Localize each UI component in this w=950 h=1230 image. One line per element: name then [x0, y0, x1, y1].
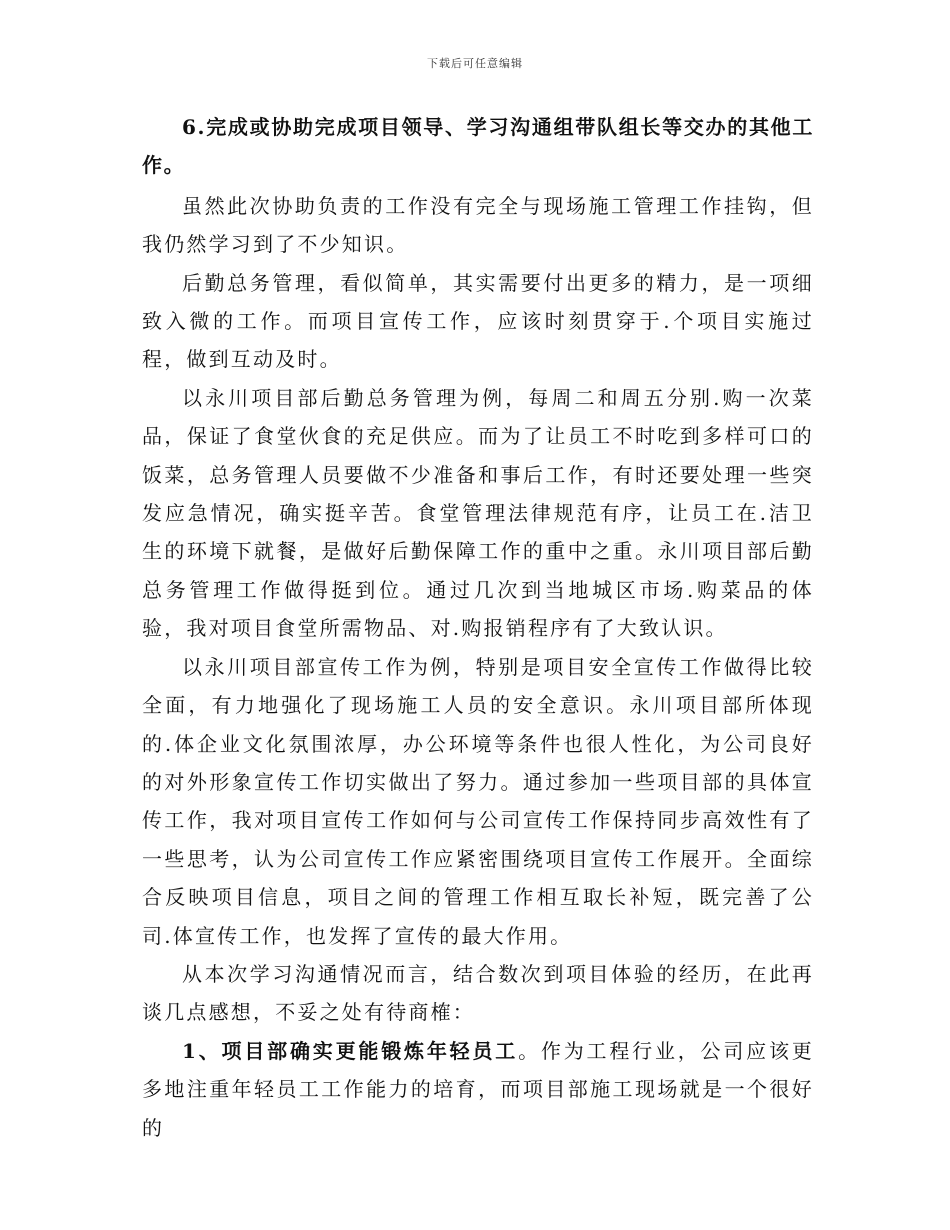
- section-heading: 6.完成或协助完成项目领导、学习沟通组带队组长等交办的其他工作。: [142, 115, 814, 178]
- paragraph-6-text: 。作为工程行业，公司应该更多地注重年轻员工工作能力的培育，而项目部施工现场就是一个很好的: [142, 1038, 814, 1140]
- paragraph-3: 以永川项目部后勤总务管理为例，每周二和周五分别.购一次菜品，保证了食堂伙食的充足供应。而为了让员工不时吃到多样可口的饭菜，总务管理人员要做不少准备和事后工作，有时还要处理一些突发应急情况，确实挺辛苦。食堂管理法律规范有序，让员工在.洁卫生的环境下就餐，是做好后勤保障工作的重中之重。永川项目部后勤总务管理工作做得挺到位。通过几次到当地城区市场.购菜品的体验，我对项目食堂所需物品、对.购报销程序有了大致认识。: [142, 385, 814, 641]
- paragraph-5: 从本次学习沟通情况而言，结合数次到项目体验的经历，在此再谈几点感想，不妥之处有待商榷：: [142, 961, 814, 1025]
- paragraph-4: 以永川项目部宣传工作为例，特别是项目安全宣传工作做得比较全面，有力地强化了现场施工人员的安全意识。永川项目部所体现的.体企业文化氛围浓厚，办公环境等条件也很人性化，为公司良好的对外形象宣传工作切实做出了努力。通过参加一些项目部的具体宣传工作，我对项目宣传工作如何与公司宣传工作保持同步高效性有了一些思考，认为公司宣传工作应紧密围绕项目宣传工作展开。全面综合反映项目信息，项目之间的管理工作相互取长补短，既完善了公司.体宣传工作，也发挥了宣传的最大作用。: [142, 654, 814, 948]
- paragraph-1: 虽然此次协助负责的工作没有完全与现场施工管理工作挂钩，但我仍然学习到了不少知识。: [142, 193, 814, 257]
- page-header: 下载后可任意编辑: [427, 57, 523, 70]
- paragraph-2: 后勤总务管理，看似简单，其实需要付出更多的精力，是一项细致入微的工作。而项目宣传工作，应该时刻贯穿于.个项目实施过程，做到互动及时。: [142, 270, 814, 372]
- paragraph-6: [142, 1032, 814, 1147]
- document-body: [142, 108, 814, 1147]
- paragraph-6-bold-lead: 1、项目部确实更能锻炼年轻员工: [182, 1038, 519, 1063]
